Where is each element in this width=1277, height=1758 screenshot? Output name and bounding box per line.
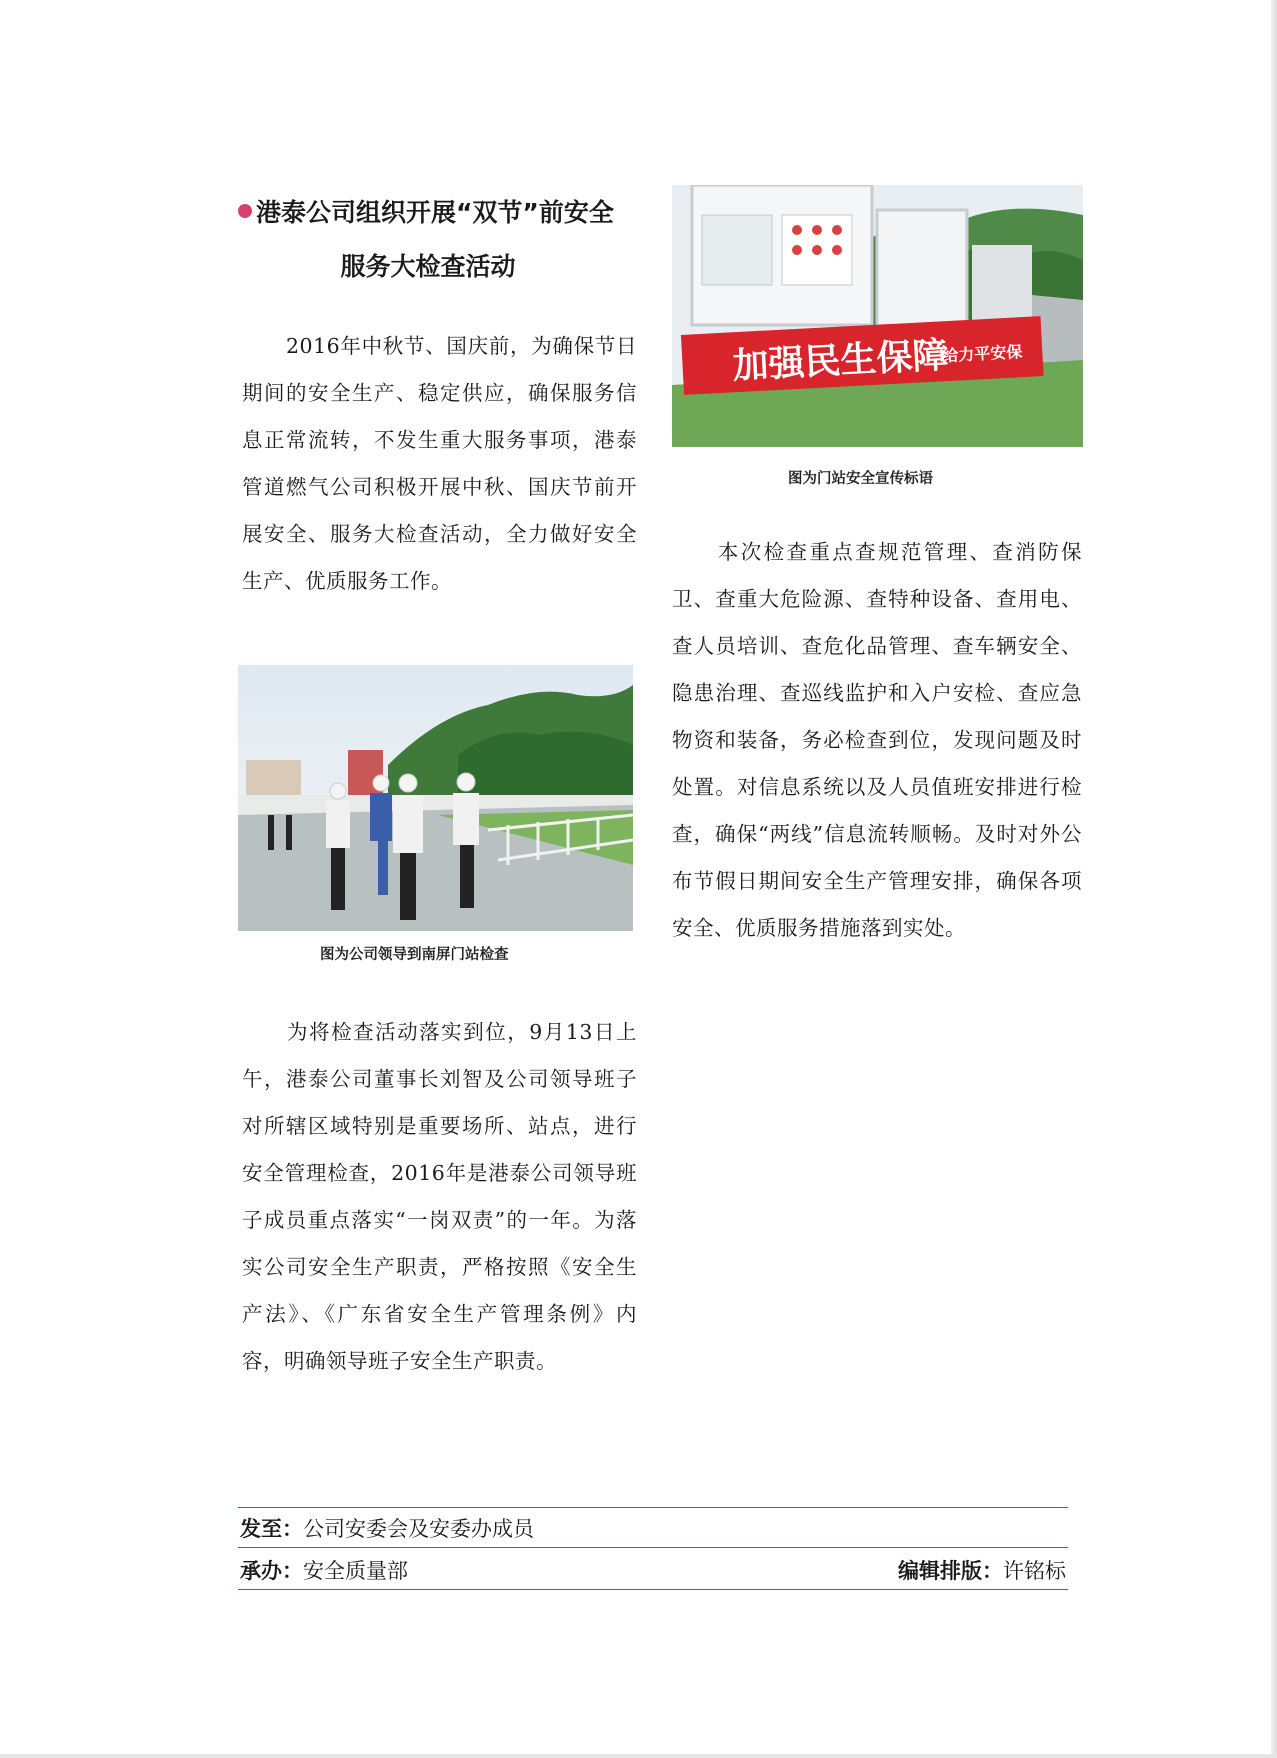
page-edge-bottom	[0, 1754, 1277, 1758]
paragraph-check-items: 本次检查重点查规范管理、查消防保卫、查重大危险源、查特种设备、查用电、查人员培训、查危化品管理、查车辆安全、隐患治理、查巡线监护和入户安检、查应急物资和装备，务必检查到位，发现问题及时处置。对信息系统以及人员值班安排进行检查，确保“两线”信息流转顺畅。及时对外公布节假日期间安全生产管理安排，确保各项安全、优质服务措施落到实处。	[672, 540, 1082, 940]
photo-leaders-inspection	[238, 665, 633, 931]
editor-credit	[898, 1556, 1066, 1586]
article-title	[238, 186, 658, 294]
photo-safety-banner	[672, 185, 1083, 447]
title-line-2: 服务大检查活动	[340, 252, 516, 281]
footer-rule-bottom	[238, 1589, 1068, 1590]
caption-photo-1: 图为公司领导到南屏门站检查	[320, 947, 509, 963]
banner-sub-slogan: 给力平安保	[941, 342, 1023, 366]
host-value: 安全质量部	[303, 1559, 408, 1583]
paragraph-intro: 2016年中秋节、国庆前，为确保节日期间的安全生产、稳定供应，确保服务信息正常流转，不发生重大服务事项，港泰管道燃气公司积极开展中秋、国庆节前开展安全、服务大检查活动，全力做好安全生产、优质服务工作。	[242, 334, 637, 593]
title-line-1: 港泰公司组织开展“双节”前安全	[256, 198, 614, 227]
editor-value: 许铭标	[1003, 1559, 1066, 1583]
send-label: 发至：	[240, 1517, 303, 1541]
footer-rule-top	[238, 1507, 1068, 1508]
editor-label: 编辑排版：	[898, 1559, 1003, 1583]
send-value: 公司安委会及安委办成员	[303, 1517, 534, 1541]
bullet-dot-icon	[238, 204, 252, 218]
footer-send-row	[240, 1514, 1066, 1544]
page-edge-right	[1271, 0, 1277, 1758]
caption-photo-2: 图为门站安全宣传标语	[788, 471, 933, 487]
banner-slogan: 加强民生保障	[731, 335, 950, 388]
host-label: 承办：	[240, 1559, 303, 1583]
footer-host-row	[240, 1556, 1066, 1586]
paragraph-inspection: 为将检查活动落实到位，9月13日上午，港泰公司董事长刘智及公司领导班子对所辖区域特别是重要场所、站点，进行安全管理检查，2016年是港泰公司领导班子成员重点落实“一岗双责”的一年。为落实公司安全生产职责，严格按照《安全生产法》、《广东省安全生产管理条例》内容，明确领导班子安全生产职责。	[242, 1020, 637, 1373]
footer-rule-middle	[238, 1547, 1068, 1548]
